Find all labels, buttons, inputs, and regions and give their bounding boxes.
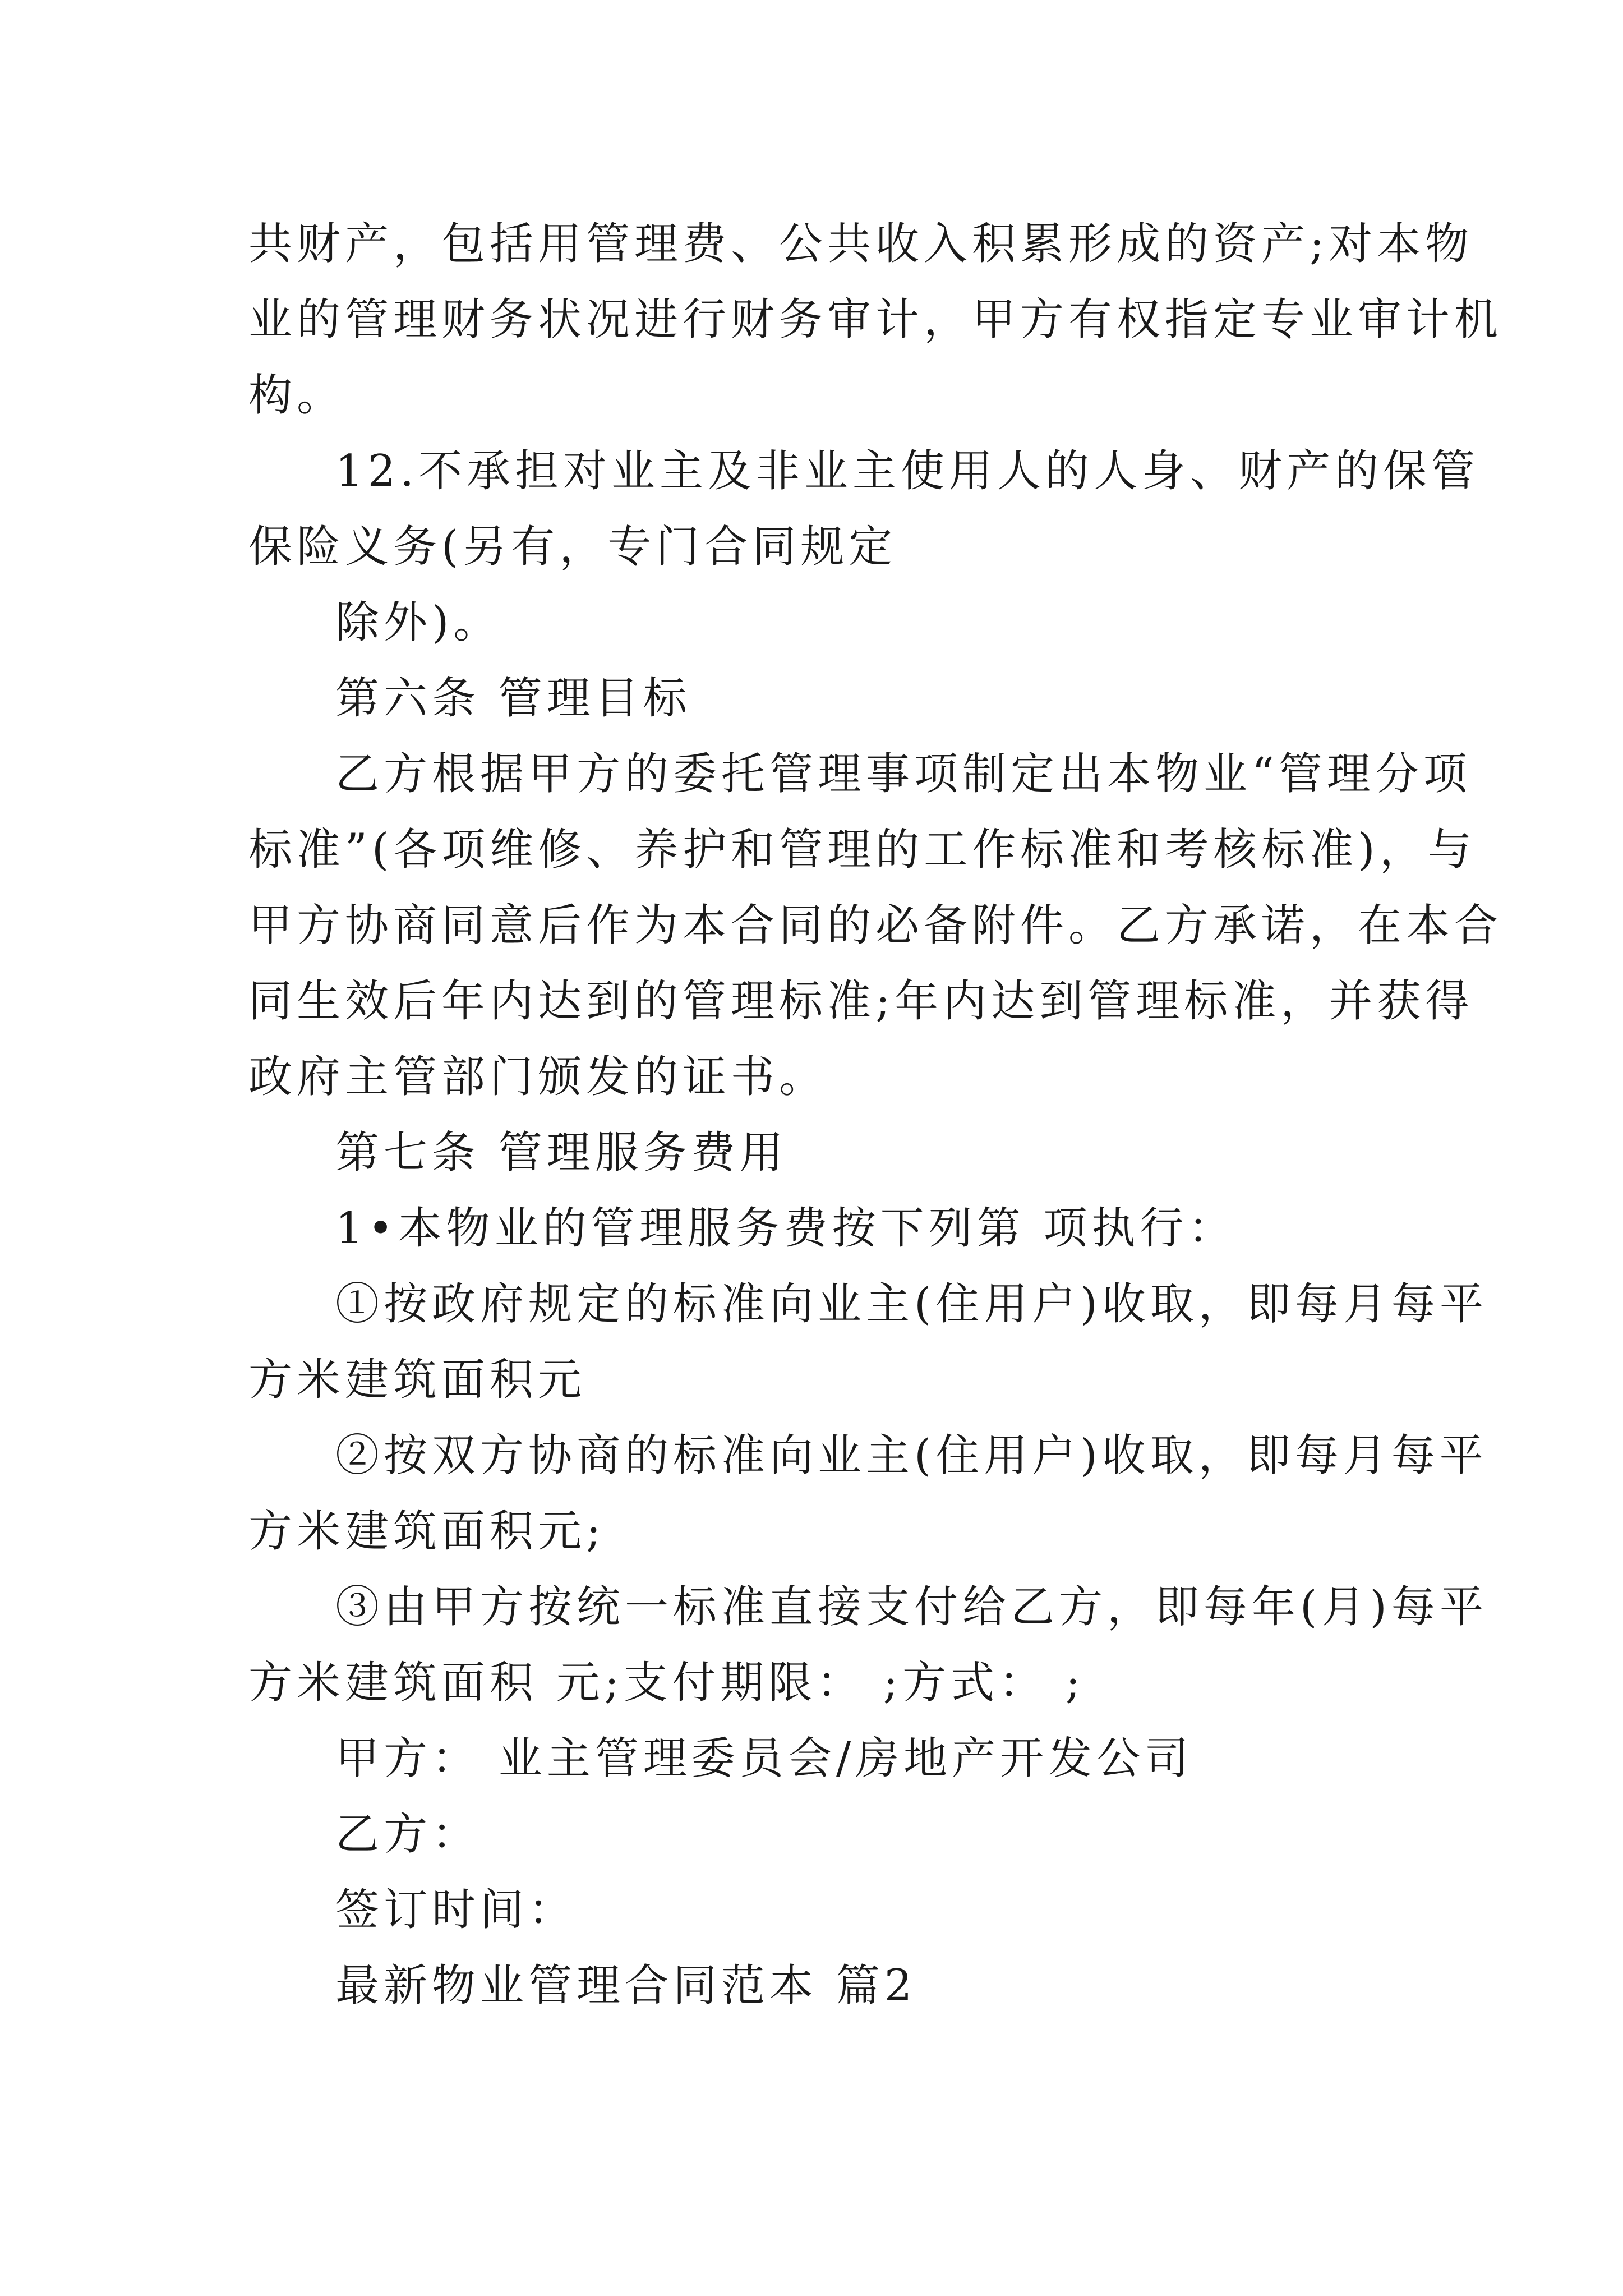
- party-b-line: 乙方：: [335, 1809, 481, 1860]
- paragraph-line: 方米建筑面积元;: [248, 1506, 606, 1557]
- paragraph-line: 构。: [248, 370, 345, 421]
- paragraph-line: 共财产，包括用管理费、公共收入积累形成的资产;对本物: [248, 219, 1474, 269]
- paragraph-line: 乙方根据甲方的委托管理事项制定出本物业“管理分项: [335, 749, 1472, 799]
- paragraph-line: 保险义务(另有，专门合同规定: [248, 522, 897, 572]
- paragraph-line: 方米建筑面积元: [248, 1355, 587, 1405]
- signing-date-line: 签订时间：: [335, 1885, 577, 1935]
- paragraph-line: 同生效后年内达到的管理标准;年内达到管理标准，并获得: [248, 976, 1474, 1027]
- paragraph-line: 1•本物业的管理服务费按下列第 项执行：: [335, 1203, 1237, 1254]
- paragraph-line: 甲方协商同意后作为本合同的必备附件。乙方承诺，在本合: [248, 900, 1503, 951]
- paragraph-line: 业的管理财务状况进行财务审计，甲方有权指定专业审计机: [248, 295, 1503, 345]
- paragraph-line: 方米建筑面积 元;支付期限： ;方式： ;: [248, 1658, 1085, 1708]
- next-section-title: 最新物业管理合同范本 篇2: [335, 1961, 917, 2011]
- section-heading-article-7: 第七条 管理服务费用: [335, 1128, 788, 1178]
- option-1-line: ①按政府规定的标准向业主(住用户)收取，即每月每平: [335, 1279, 1488, 1329]
- paragraph-line: 政府主管部门颁发的证书。: [248, 1052, 828, 1102]
- paragraph-line: 除外)。: [335, 597, 502, 648]
- party-a-line: 甲方： 业主管理委员会/房地产开发公司: [335, 1733, 1193, 1784]
- paragraph-line: 标准”(各项维修、养护和管理的工作标准和考核标准)，与: [248, 825, 1476, 875]
- option-3-line: ③由甲方按统一标准直接支付给乙方，即每年(月)每平: [335, 1582, 1488, 1632]
- clause-12-line: 12.不承担对业主及非业主使用人的人身、财产的保管: [335, 446, 1480, 496]
- option-2-line: ②按双方协商的标准向业主(住用户)收取，即每月每平: [335, 1430, 1488, 1481]
- section-heading-article-6: 第六条 管理目标: [335, 673, 691, 724]
